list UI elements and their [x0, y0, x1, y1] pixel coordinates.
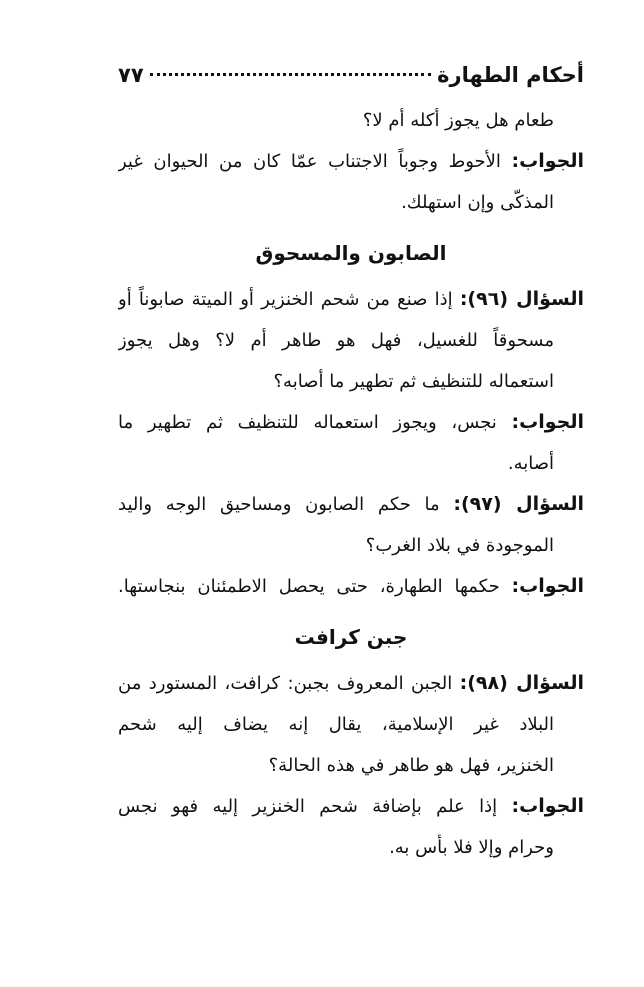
- question-line: [118, 279, 584, 320]
- question-text: مسحوقاً للغسيل، فهل هو طاهر أم لا؟ وهل يجوز: [118, 330, 554, 351]
- answer-text: إذا علم بإضافة شحم الخنزير إليه فهو نجس: [118, 796, 498, 817]
- question-line: [118, 320, 584, 361]
- chapter-title: أحكام الطهارة: [437, 63, 584, 87]
- answer-label: الجواب:: [511, 150, 584, 172]
- answer-text: نجس، ويجوز استعماله للتنظيف ثم تطهير ما: [118, 412, 497, 433]
- question-line: [118, 525, 584, 566]
- question-line: [118, 484, 584, 525]
- question-line: [118, 361, 584, 402]
- question-97: [118, 484, 584, 566]
- page-number: ٧٧: [118, 63, 144, 87]
- question-text: ما حكم الصابون ومساحيق الوجه واليد: [118, 494, 440, 515]
- running-header: [118, 58, 584, 92]
- question-text: البلاد غير الإسلامية، يقال إنه يضاف إليه شحم: [118, 714, 554, 735]
- book-page: [118, 58, 584, 878]
- section-heading: جبن كرافت: [294, 625, 408, 649]
- answer-text: أصابه.: [507, 453, 554, 474]
- question-text: استعماله للتنظيف ثم تطهير ما أصابه؟: [273, 371, 554, 392]
- answer-line: [118, 566, 584, 607]
- question-continuation-text: طعام هل يجوز أكله أم لا؟: [362, 110, 554, 131]
- question-line: [118, 745, 584, 786]
- answer-96: [118, 402, 584, 484]
- answer-text: حكمها الطهارة، حتى يحصل الاطمئنان بنجاستها.: [118, 576, 500, 597]
- answer-label: الجواب:: [511, 411, 584, 433]
- question-text: الجبن المعروف بجبن: كرافت، المستورد من: [118, 673, 453, 694]
- question-label: السؤال (٩٧):: [453, 493, 584, 515]
- question-label: السؤال (٩٦):: [459, 288, 584, 310]
- answer-text: الأحوط وجوباً الاجتناب عمّا كان من الحيوان غير: [118, 151, 501, 172]
- question-98: [118, 663, 584, 786]
- question-text: الموجودة في بلاد الغرب؟: [365, 535, 554, 556]
- answer-line: [118, 182, 584, 223]
- answer-line: [118, 443, 584, 484]
- question-continuation: [118, 100, 584, 141]
- question-line: [118, 704, 584, 745]
- answer-line: [118, 786, 584, 827]
- question-text: إذا صنع من شحم الخنزير أو الميتة صابوناً أو: [118, 289, 453, 310]
- question-line: [118, 663, 584, 704]
- answer-line: [118, 827, 584, 868]
- intro-block: [118, 100, 584, 223]
- question-text: الخنزير، فهل هو طاهر في هذه الحالة؟: [268, 755, 554, 776]
- answer-98: [118, 786, 584, 868]
- answer-label: الجواب:: [511, 575, 584, 597]
- answer-97: [118, 566, 584, 607]
- answer-text: المذكّى وإن استهلك.: [401, 192, 554, 213]
- question-96: [118, 279, 584, 402]
- question-label: السؤال (٩٨):: [459, 672, 584, 694]
- answer-label: الجواب:: [511, 795, 584, 817]
- leader-dots: [150, 73, 431, 76]
- answer-text: وحرام وإلا فلا بأس به.: [389, 837, 554, 858]
- section-heading: الصابون والمسحوق: [255, 241, 447, 265]
- answer-line: [118, 402, 584, 443]
- answer-line: [118, 141, 584, 182]
